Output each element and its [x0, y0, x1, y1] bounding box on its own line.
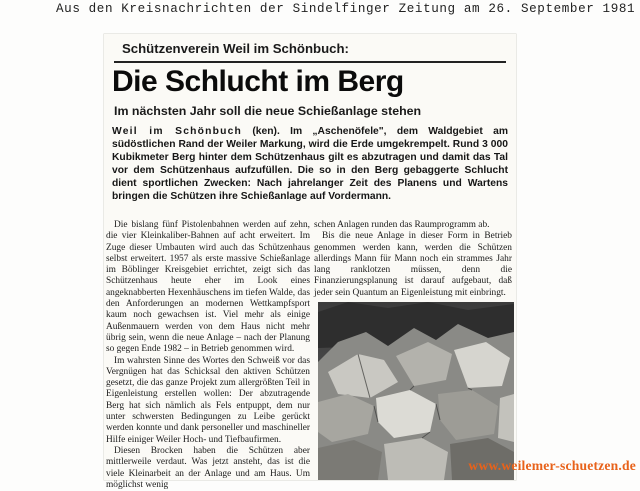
column-1-paragraph: Diesen Brocken haben die Schützen aber mittlerweile verdaut. Was jetzt ansteht, das ist die viele Kleinarbeit an der Anlage und am Haus. Um möglichst wenig	[106, 445, 310, 490]
column-1-paragraph: Die bislang fünf Pistolenbahnen werden auf zehn, die vier Kleinkaliber-Bahnen auf acht erweitert. Im Zuge dieser Umbauten wird auch das Schützenhaus selbst erweitert. 1957 als erste massive Schießanlage im Böblinger Kreisgebiet errichtet, zeigt sich das Schützenhaus heute eher im Look eines angeknabberten Hexenhäuschens im tiefen Walde, das den Anforderungen an modernen Wettkampfsport kaum noch gewachsen ist. Viel mehr als einige Außenmauern werden von dem Haus nicht mehr übrig sein, wenn die neue Anlage – nach der Planung so gegen Ende 1982 – in Betrieb genommen wird.	[106, 220, 310, 355]
lead-text: (ken). Im „Aschenöfele", dem Waldgebiet am südöstlichen Rand der Weiler Markung, wird die Erde umgekrempelt. Rund 3 000 Kubikmeter Berg hinter dem Schützenhaus gilt es abzutragen und damit das Tal vor dem Schützenhaus aufzufüllen. Die so in den Berg gebaggerte Schlucht dient sportlichen Zwecken: Nach jahrelanger Zeit des Planens und Wartens bringen die Schützen ihre Schießanlage auf Vordermann.	[112, 126, 508, 202]
article-column-1	[106, 220, 310, 490]
article-headline: Die Schlucht im Berg	[112, 65, 404, 98]
article-column-2	[314, 220, 512, 312]
newspaper-clipping	[104, 34, 516, 490]
article-dateline: Weil im Schönbuch	[112, 126, 243, 137]
article-kicker: Schützenverein Weil im Schönbuch:	[122, 41, 349, 56]
source-line: Aus den Kreisnachrichten der Sindelfinger Zeitung am 26. September 1981	[56, 2, 636, 16]
column-1-paragraph: Im wahrsten Sinne des Wortes den Schweiß vor das Vergnügen hat das Schicksal den aktiven Schützen gesetzt, die das ganze Projekt zum allergrößten Teil in Eigenleistung erstellen wollen: Der abzutragende Berg hat sich nämlich als Fels entpuppt, dem nur unter schwersten Bedingungen zu Leibe gerückt werden konnte und dank personeller und maschineller Hilfe einiger Weiler Hoch- und Tiefbaufirmen.	[106, 355, 310, 445]
article-lead	[112, 126, 508, 203]
kicker-divider	[114, 61, 506, 63]
column-2-paragraph: Bis die neue Anlage in dieser Form in Betrieb genommen werden kann, werden die Schützen allerdings Mann für Mann noch ein strammes Jahr lang ranklotzen müssen, denn die Finanzierungsplanung ist darauf aufgebaut, daß jeder sein Quantum an Eigenleistung mit einbringt.	[314, 231, 512, 298]
column-2-paragraph: schen Anlagen runden das Raumprogramm ab.	[314, 220, 490, 230]
article-subhead: Im nächsten Jahr soll die neue Schießanlage stehen	[114, 104, 422, 118]
rock-excavation-photo	[318, 302, 514, 480]
website-watermark: www.weilemer-schuetzen.de	[468, 458, 636, 473]
